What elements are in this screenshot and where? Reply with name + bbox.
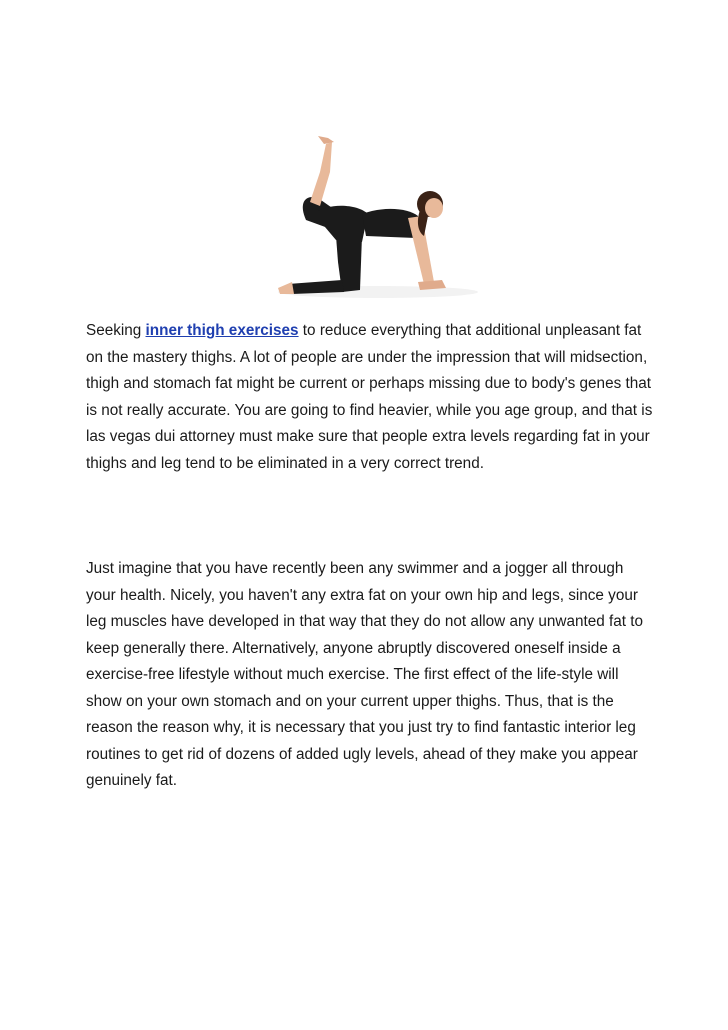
paragraph-intro-lead: Seeking [86, 322, 146, 339]
paragraph-intro [86, 318, 656, 477]
paragraph-second: Just imagine that you have recently been any swimmer and a jogger all through your health. Nicely, you haven't any extra fat on your own hip and legs, since your leg muscles have developed in that way that they do not allow any unwanted fat to keep generally there. Alternatively, anyone abruptly discovered oneself inside a exercise-free lifestyle without much exercise. The first effect of the life-style will show on your own stomach and on your current upper thighs. Thus, that is the reason the reason why, it is necessary that you just try to find fantastic interior leg routines to get rid of dozens of added ugly levels, ahead of they make you appear genuinely fat. [86, 560, 643, 789]
woman-exercise-icon [258, 132, 486, 304]
paragraph-intro-body: to reduce everything that additional unpleasant fat on the mastery thighs. A lot of people are under the impression that will midsection, thigh and stomach fat might be current or perhaps missing due to body's genes that is not really accurate. You are going to find heavier, while you age group, and that is las vegas dui attorney must make sure that people extra levels regarding fat in your thighs and leg tend to be eliminated in a very correct trend. [86, 322, 653, 472]
exercise-photo [258, 132, 486, 304]
inner-thigh-exercises-link[interactable]: inner thigh exercises [145, 322, 299, 339]
